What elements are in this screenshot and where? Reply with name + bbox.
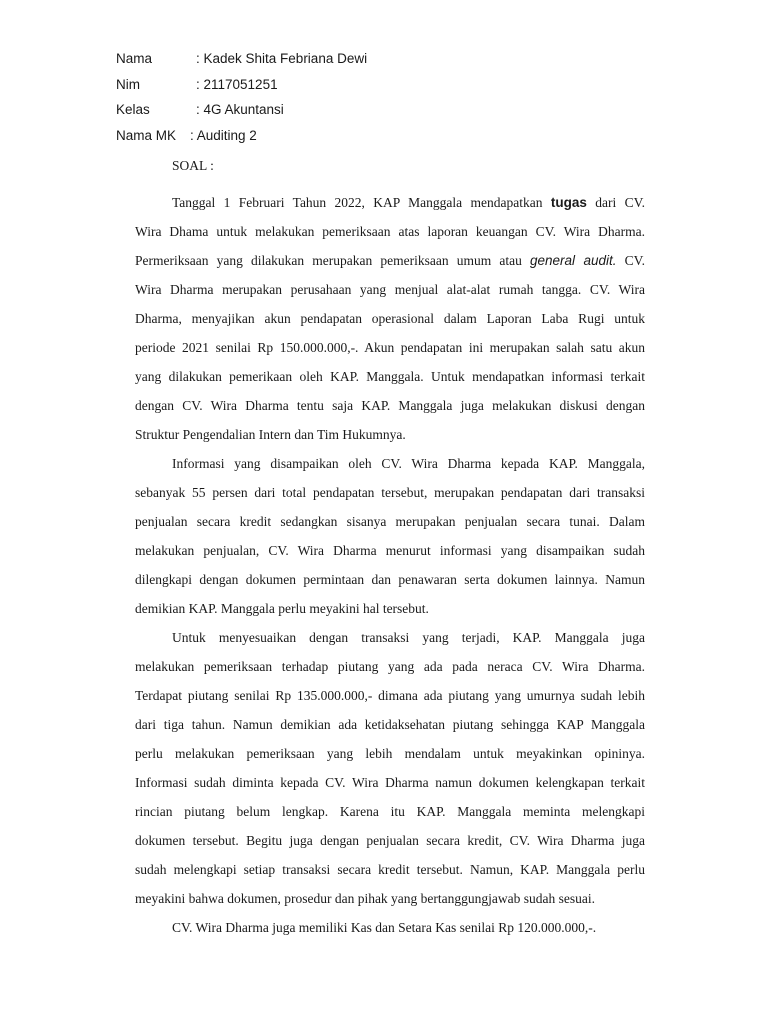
text-segment: dokumen tersebut. Begitu juga dengan penjualan secara kredit, CV. Wira Dharma juga: [135, 833, 645, 848]
text-segment: dari tiga tahun. Namun demikian ada ketidaksehatan piutang sehingga KAP Manggala: [135, 717, 645, 732]
paragraph-line: [135, 246, 645, 275]
paragraph-line: [135, 391, 645, 420]
paragraph-line: [135, 797, 645, 826]
text-segment: Dharma, menyajikan akun pendapatan operasional dalam Laporan Laba Rugi untuk: [135, 311, 645, 326]
text-segment: dengan CV. Wira Dharma tentu saja KAP. Manggala juga melakukan diskusi dengan: [135, 398, 645, 413]
header-value-nama-mk: : Auditing 2: [190, 128, 257, 143]
paragraph-line: [135, 188, 645, 217]
header-value-nama: : Kadek Shita Febriana Dewi: [196, 51, 368, 66]
paragraph-line: [135, 768, 645, 797]
header-value-kelas: : 4G Akuntansi: [196, 102, 284, 117]
text-segment: sebanyak 55 persen dari total pendapatan tersebut, merupakan pendapatan dari transaksi: [135, 485, 645, 500]
header-label-nama-mk: Nama MK: [116, 128, 177, 143]
paragraph-line: [135, 333, 645, 362]
text-segment: melakukan penjualan, CV. Wira Dharma menurut informasi yang disampaikan sudah: [135, 543, 645, 558]
paragraph: [135, 188, 645, 449]
paragraph: [135, 449, 645, 623]
header-row-kelas: [116, 102, 284, 118]
paragraph-line: [135, 362, 645, 391]
italic-text-segment: general audit.: [529, 253, 617, 268]
paragraph-line: [135, 478, 645, 507]
paragraph-line: [135, 652, 645, 681]
paragraph-line: [135, 507, 645, 536]
paragraph-line: [135, 681, 645, 710]
text-segment: periode 2021 senilai Rp 150.000.000,-. Akun pendapatan ini merupakan salah satu akun: [135, 340, 645, 355]
header-label-nama: Nama: [116, 51, 153, 66]
header-row-nama-mk: [116, 128, 257, 144]
paragraph-line: [135, 217, 645, 246]
paragraph-line: [135, 536, 645, 565]
text-segment: dilengkapi dengan dokumen permintaan dan penawaran serta dokumen lainnya. Namun: [135, 572, 645, 587]
text-segment: Informasi yang disampaikan oleh CV. Wira Dharma kepada KAP. Manggala,: [172, 456, 645, 471]
text-segment: Struktur Pengendalian Intern dan Tim Hukumnya.: [135, 427, 406, 442]
question-body: [135, 188, 645, 942]
paragraph-line: [135, 275, 645, 304]
header-label-kelas: Kelas: [116, 102, 150, 117]
paragraph-line: [135, 304, 645, 333]
text-segment: demikian KAP. Manggala perlu meyakini hal tersebut.: [135, 601, 429, 616]
text-segment: rincian piutang belum lengkap. Karena itu KAP. Manggala meminta melengkapi: [135, 804, 645, 819]
paragraph-line: [135, 420, 645, 449]
text-segment: CV.: [616, 253, 646, 268]
text-segment: perlu melakukan pemeriksaan yang lebih mendalam untuk meyakinkan opininya.: [135, 746, 645, 761]
paragraph-line: [135, 623, 645, 652]
text-segment: CV. Wira Dharma juga memiliki Kas dan Setara Kas senilai Rp 120.000.000,-.: [172, 920, 597, 935]
paragraph-line: [135, 855, 645, 884]
header-row-nama: [116, 51, 367, 67]
paragraph: [135, 623, 645, 913]
text-segment: Permeriksaan yang dilakukan merupakan pemeriksaan umum atau: [135, 253, 530, 268]
paragraph-line: [135, 594, 645, 623]
paragraph-line: [135, 710, 645, 739]
text-segment: penjualan secara kredit sedangkan sisanya merupakan penjualan secara tunai. Dalam: [135, 514, 645, 529]
text-segment: dari CV.: [586, 195, 645, 210]
paragraph-line: [135, 913, 645, 942]
text-segment: yang dilakukan pemerikaan oleh KAP. Manggala. Untuk mendapatkan informasi terkait: [135, 369, 645, 384]
text-segment: Terdapat piutang senilai Rp 135.000.000,- dimana ada piutang yang umurnya sudah lebih: [135, 688, 645, 703]
text-segment: Wira Dhama untuk melakukan pemeriksaan atas laporan keuangan CV. Wira Dharma.: [135, 224, 645, 239]
text-segment: Wira Dharma merupakan perusahaan yang menjual alat-alat rumah tangga. CV. Wira: [135, 282, 645, 297]
soal-label: SOAL :: [172, 158, 214, 173]
text-segment: Tanggal 1 Februari Tahun 2022, KAP Manggala mendapatkan: [172, 195, 551, 210]
text-segment: sudah melengkapi setiap transaksi secara kredit tersebut. Namun, KAP. Manggala perlu: [135, 862, 645, 877]
text-segment: Untuk menyesuaikan dengan transaksi yang terjadi, KAP. Manggala juga: [172, 630, 645, 645]
paragraph: [135, 913, 645, 942]
header-label-nim: Nim: [116, 77, 140, 92]
paragraph-line: [135, 565, 645, 594]
paragraph-line: [135, 739, 645, 768]
paragraph-line: [135, 884, 645, 913]
header-value-nim: : 2117051251: [196, 77, 278, 92]
paragraph-line: [135, 826, 645, 855]
header-row-nim: [116, 77, 278, 93]
bold-text-segment: tugas: [550, 195, 587, 210]
paragraph-line: [135, 449, 645, 478]
text-segment: Informasi sudah diminta kepada CV. Wira Dharma namun dokumen kelengkapan terkait: [135, 775, 645, 790]
text-segment: melakukan pemeriksaan terhadap piutang yang ada pada neraca CV. Wira Dharma.: [135, 659, 645, 674]
text-segment: meyakini bahwa dokumen, prosedur dan pihak yang bertanggungjawab sudah sesuai.: [135, 891, 596, 906]
